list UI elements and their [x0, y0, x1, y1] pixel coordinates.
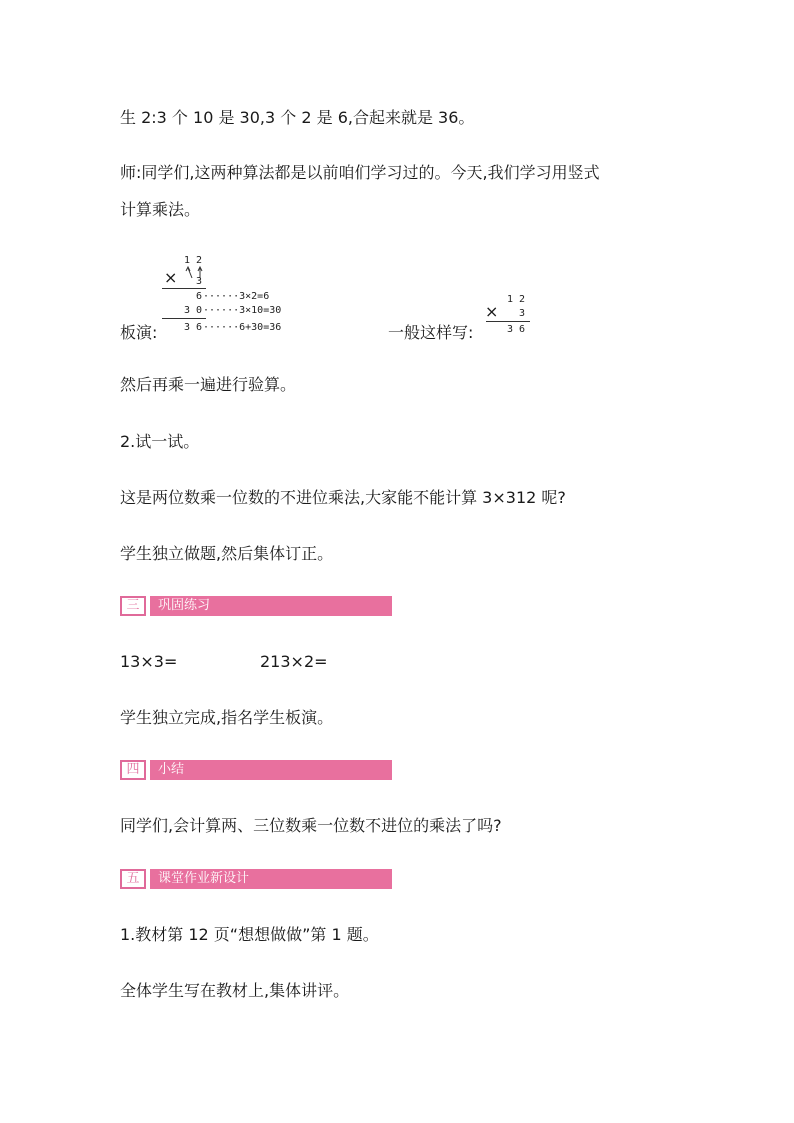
board-top-number: 1 2 [184, 255, 203, 266]
board-row2-note: ······3×10=30 [203, 305, 282, 316]
section-header-summary [120, 760, 302, 780]
board-row2: 3 0 [184, 305, 203, 316]
section-title: 课堂作业新设计 [158, 871, 250, 886]
board-label: 板演: [120, 323, 158, 342]
section-header-consolidation [120, 596, 302, 616]
section-number: 四 [120, 760, 146, 780]
text-line: 计算乘法。 [120, 200, 201, 219]
section-number: 五 [120, 869, 146, 889]
text-line: 全体学生写在教材上,集体讲评。 [120, 981, 350, 1000]
text-line: 生 2:3 个 10 是 30,3 个 2 是 6,合起来就是 36。 [120, 108, 475, 127]
text-line: 同学们,会计算两、三位数乘一位数不进位的乘法了吗? [120, 816, 502, 835]
exercise-2: 213×2= [260, 652, 328, 671]
exercise-1: 13×3= [120, 652, 178, 671]
section-stripes [276, 596, 306, 616]
section-bar [150, 760, 392, 780]
section-header-homework [120, 869, 302, 889]
section-stripes [276, 869, 306, 889]
board-row3: 3 6 [184, 322, 203, 333]
general-times-sign: × [485, 302, 499, 321]
general-multiplier: 3 [519, 308, 526, 319]
board-row1: 6 [196, 291, 203, 302]
board-times-sign: × [164, 268, 178, 287]
general-top-number: 1 2 [507, 294, 526, 305]
general-result: 3 6 [507, 324, 526, 335]
text-line: 1.教材第 12 页“想想做做”第 1 题。 [120, 925, 379, 944]
board-row3-note: ······6+30=36 [203, 322, 282, 333]
section-stripes [276, 760, 306, 780]
section-title: 巩固练习 [158, 598, 211, 613]
text-line: 学生独立做题,然后集体订正。 [120, 544, 334, 563]
section-title: 小结 [158, 762, 185, 777]
text-line: 师:同学们,这两种算法都是以前咱们学习过的。今天,我们学习用竖式 [120, 163, 600, 182]
board-multiplier: 3 [196, 276, 203, 287]
general-line [486, 321, 530, 322]
section-number: 三 [120, 596, 146, 616]
board-line [162, 318, 206, 319]
text-line: 然后再乘一遍进行验算。 [120, 375, 297, 394]
text-line: 这是两位数乘一位数的不进位乘法,大家能不能计算 3×312 呢? [120, 488, 566, 507]
general-label: 一般这样写: [388, 323, 474, 342]
board-line [162, 288, 206, 289]
text-line: 学生独立完成,指名学生板演。 [120, 708, 334, 727]
board-row1-note: ······3×2=6 [203, 291, 270, 302]
text-line: 2.试一试。 [120, 432, 200, 451]
